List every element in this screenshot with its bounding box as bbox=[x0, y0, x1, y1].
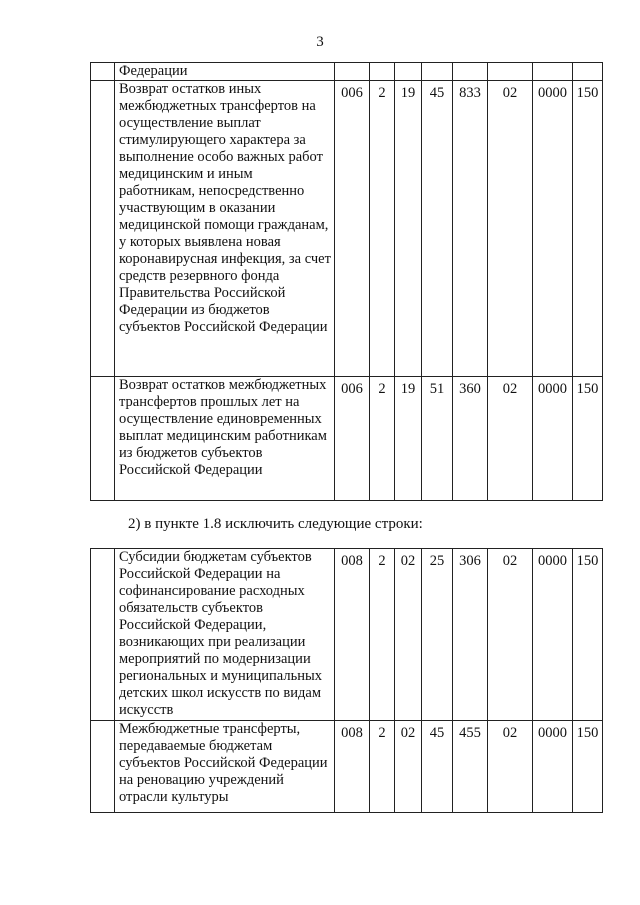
row-marker-cell bbox=[91, 63, 115, 81]
code-group: 2 bbox=[370, 721, 395, 813]
code-classification: 150 bbox=[573, 721, 603, 813]
code-admin: 006 bbox=[335, 377, 370, 501]
code-subarticle: 360 bbox=[453, 377, 488, 501]
row-marker-cell bbox=[91, 721, 115, 813]
code-program: 0000 bbox=[533, 549, 573, 721]
row-marker-cell bbox=[91, 377, 115, 501]
code-subarticle: 455 bbox=[453, 721, 488, 813]
code-element: 02 bbox=[488, 81, 533, 377]
budget-table-1 bbox=[90, 62, 603, 501]
row-marker-cell bbox=[91, 549, 115, 721]
table-row bbox=[91, 377, 603, 501]
code-admin: 006 bbox=[335, 81, 370, 377]
code-element: 02 bbox=[488, 377, 533, 501]
code-article: 45 bbox=[422, 721, 453, 813]
code-subgroup: 19 bbox=[395, 81, 422, 377]
continued-description: Федерации bbox=[115, 63, 335, 81]
code-element: 02 bbox=[488, 721, 533, 813]
row-description: Субсидии бюджетам субъектов Российской Федерации на софинансирование расходных обязательств субъектов Российской Федерации, возникающих при реализации мероприятий по модернизации региональных и муниципальных детских школ искусств по видам искусств bbox=[115, 549, 335, 721]
code-article: 25 bbox=[422, 549, 453, 721]
row-description: Возврат остатков иных межбюджетных трансфертов на осуществление выплат стимулирующего характера за выполнение особо важных работ медицинским и иным работникам, непосредственно участвующим в оказании медицинской помощи гражданам, у которых выявлена новая коронавирусная инфекция, за счет средств резервного фонда Правительства Российской Федерации из бюджетов субъектов Российской Федерации bbox=[115, 81, 335, 377]
code-classification: 150 bbox=[573, 81, 603, 377]
code-program: 0000 bbox=[533, 721, 573, 813]
code-program: 0000 bbox=[533, 81, 573, 377]
code-subgroup: 02 bbox=[395, 549, 422, 721]
code-subgroup: 02 bbox=[395, 721, 422, 813]
code-group: 2 bbox=[370, 377, 395, 501]
code-group: 2 bbox=[370, 549, 395, 721]
instruction-text: 2) в пункте 1.8 исключить следующие строки: bbox=[128, 516, 423, 532]
table-row bbox=[91, 721, 603, 813]
row-description: Межбюджетные трансферты, передаваемые бюджетам субъектов Российской Федерации на реновацию учреждений отрасли культуры bbox=[115, 721, 335, 813]
page-number: 3 bbox=[316, 34, 324, 50]
code-subarticle: 306 bbox=[453, 549, 488, 721]
code-element: 02 bbox=[488, 549, 533, 721]
row-marker-cell bbox=[91, 81, 115, 377]
table-row bbox=[91, 549, 603, 721]
code-program: 0000 bbox=[533, 377, 573, 501]
code-subarticle: 833 bbox=[453, 81, 488, 377]
code-group: 2 bbox=[370, 81, 395, 377]
code-admin: 008 bbox=[335, 549, 370, 721]
budget-table-2 bbox=[90, 548, 603, 813]
table-row bbox=[91, 63, 603, 81]
table-row bbox=[91, 81, 603, 377]
code-article: 51 bbox=[422, 377, 453, 501]
code-admin: 008 bbox=[335, 721, 370, 813]
code-article: 45 bbox=[422, 81, 453, 377]
code-subgroup: 19 bbox=[395, 377, 422, 501]
row-description: Возврат остатков межбюджетных трансфертов прошлых лет на осуществление единовременных выплат медицинским работникам из бюджетов субъектов Российской Федерации bbox=[115, 377, 335, 501]
code-classification: 150 bbox=[573, 549, 603, 721]
code-classification: 150 bbox=[573, 377, 603, 501]
